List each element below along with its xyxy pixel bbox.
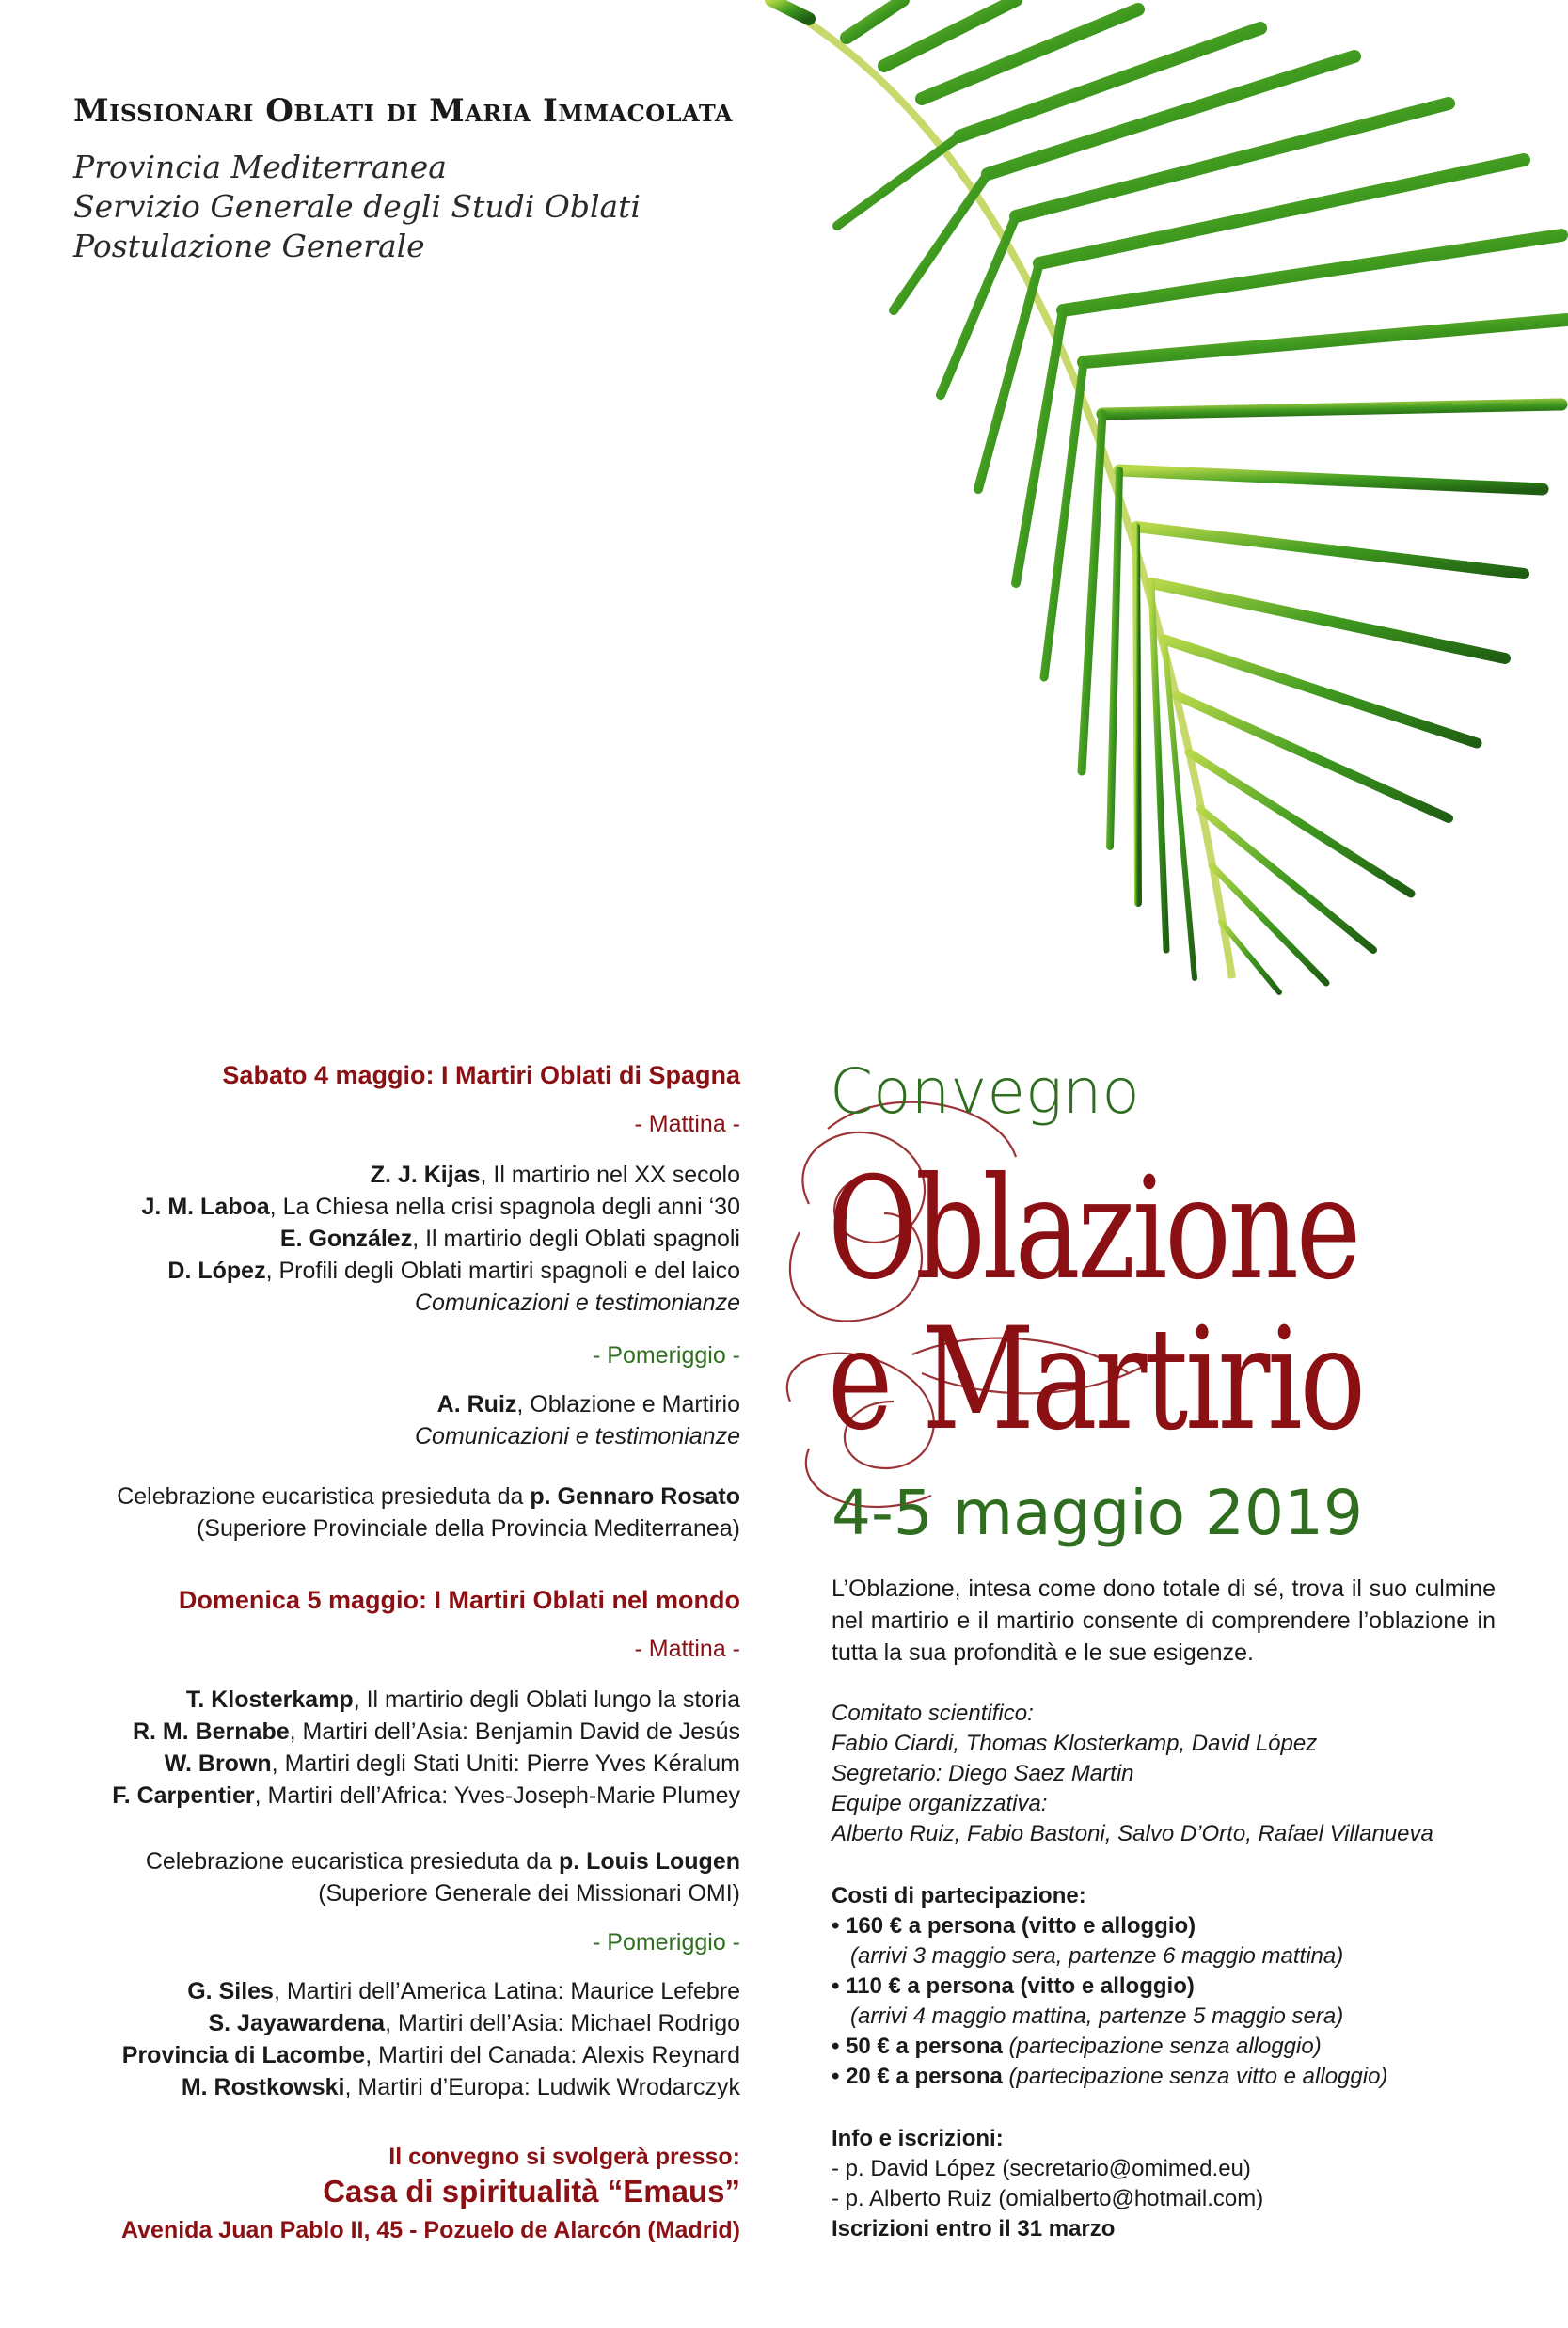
day2-morning-talk — [133, 1716, 740, 1748]
day1-title: Sabato 4 maggio: I Martiri Oblati di Spagna — [222, 1061, 740, 1089]
cost-item-price: • 160 € a persona (vitto e alloggio) — [832, 1913, 1196, 1939]
talk-topic: , Martiri del Canada: Alexis Reynard — [365, 2042, 740, 2068]
speaker: Provincia di Lacombe — [121, 2042, 366, 2068]
costs-label: Costi di partecipazione: — [832, 1883, 1086, 1908]
cost-item-price: • 50 € a persona — [832, 2034, 1009, 2059]
info-label: Info e iscrizioni: — [832, 2126, 1004, 2151]
speaker: T. Klosterkamp — [185, 1687, 354, 1713]
day1-morning-talk — [142, 1191, 740, 1223]
venue-name: Casa di spiritualità “Emaus” — [323, 2174, 740, 2209]
day1-celebrant-role: (Superiore Provinciale della Provincia Mediterranea) — [196, 1515, 740, 1542]
speaker: G. Siles — [187, 1978, 274, 2004]
cost-item — [832, 2062, 1387, 2092]
day2-celebrant-role: (Superiore Generale dei Missionari OMI) — [318, 1880, 740, 1907]
talk-topic: , Il martirio nel XX secolo — [480, 1162, 740, 1188]
day2-afternoon-talk — [122, 2039, 740, 2071]
speaker: F. Carpentier — [112, 1782, 255, 1809]
speaker: M. Rostkowski — [181, 2074, 345, 2100]
speaker: A. Ruiz — [436, 1391, 517, 1417]
venue-address: Avenida Juan Pablo II, 45 - Pozuelo de Alarcón (Madrid) — [121, 2217, 740, 2243]
cost-item-price: • 20 € a persona — [832, 2064, 1009, 2089]
title-line-1: Oblazione — [828, 1148, 1359, 1311]
day1-morning-talk — [280, 1223, 740, 1255]
cost-item-note: (partecipazione senza vitto e alloggio) — [1008, 2064, 1388, 2089]
intro-paragraph: L’Oblazione, intesa come dono totale di sé, trova il suo culmine nel martirio e il martirio consente di comprendere l’oblazione in tutta la sua profondità e le sue esigenze. — [832, 1576, 1496, 1666]
talk-topic: , La Chiesa nella crisi spagnola degli anni ‘30 — [269, 1194, 740, 1220]
day1-morning-talk — [167, 1255, 740, 1287]
title-line-2: e Martirio — [828, 1298, 1363, 1462]
talk-topic: , Martiri dell’Asia: Michael Rodrigo — [385, 2010, 740, 2036]
day2-morning-talk — [186, 1684, 740, 1716]
talk-topic: , Martiri dell’Africa: Yves-Joseph-Marie Plumey — [254, 1782, 740, 1809]
speaker: Z. J. Kijas — [370, 1162, 481, 1188]
committee-label: Comitato scientifico: — [832, 1701, 1034, 1726]
organization-name: Missionari Oblati di Maria Immacolata — [73, 92, 733, 130]
cost-item — [832, 2032, 1322, 2062]
day2-celebration — [146, 1845, 740, 1877]
cost-item-note: (partecipazione senza alloggio) — [1008, 2034, 1322, 2059]
day1-afternoon-talk — [437, 1388, 740, 1420]
day1-afternoon-communications: Comunicazioni e testimonianze — [414, 1423, 740, 1449]
day1-morning-talk — [371, 1159, 740, 1191]
talk-topic: , Martiri dell’America Latina: Maurice Lefebre — [273, 1978, 740, 2004]
registration-deadline: Iscrizioni entro il 31 marzo — [832, 2216, 1116, 2241]
talk-topic: , Oblazione e Martirio — [516, 1391, 740, 1417]
contact-line: - p. Alberto Ruiz (omialberto@hotmail.com) — [832, 2186, 1264, 2211]
speaker: D. López — [167, 1258, 266, 1284]
cost-item-note: (arrivi 4 maggio mattina, partenze 5 maggio sera) — [850, 2003, 1344, 2029]
day2-afternoon-talk — [208, 2007, 740, 2039]
day2-morning-talk — [112, 1780, 740, 1812]
day1-morning-communications: Comunicazioni e testimonianze — [414, 1290, 740, 1316]
day2-title: Domenica 5 maggio: I Martiri Oblati nel mondo — [178, 1586, 740, 1614]
day1-afternoon-label: - Pomeriggio - — [593, 1342, 740, 1369]
talk-topic: , Martiri dell’Asia: Benjamin David de Jesús — [289, 1718, 740, 1745]
event-dates: 4-5 maggio 2019 — [832, 1477, 1363, 1549]
speaker: J. M. Laboa — [141, 1194, 270, 1220]
talk-topic: , Il martirio degli Oblati spagnoli — [412, 1226, 740, 1252]
header-line-province: Provincia Mediterranea — [73, 149, 447, 185]
talk-topic: , Profili degli Oblati martiri spagnoli e del laico — [265, 1258, 740, 1284]
talk-topic: , Martiri degli Stati Uniti: Pierre Yves Kéralum — [271, 1750, 740, 1777]
day2-morning-talk — [165, 1748, 740, 1780]
day2-afternoon-talk — [187, 1975, 740, 2007]
contact-line: - p. David López (secretario@omimed.eu) — [832, 2156, 1251, 2181]
talk-topic: , Il martirio degli Oblati lungo la storia — [353, 1687, 740, 1713]
cost-item-note: (arrivi 3 maggio sera, partenze 6 maggio mattina) — [850, 1943, 1344, 1969]
committee-secretary: Segretario: Diego Saez Martin — [832, 1761, 1134, 1786]
equipe-label: Equipe organizzativa: — [832, 1791, 1048, 1816]
speaker: S. Jayawardena — [208, 2010, 386, 2036]
day2-afternoon-talk — [182, 2071, 740, 2103]
venue-intro: Il convegno si svolgerà presso: — [388, 2144, 740, 2170]
speaker: E. González — [279, 1226, 413, 1252]
speaker: W. Brown — [164, 1750, 272, 1777]
celebration-text: Celebrazione eucaristica presieduta da — [145, 1848, 559, 1875]
day1-morning-label: - Mattina - — [634, 1111, 740, 1137]
equipe-members: Alberto Ruiz, Fabio Bastoni, Salvo D’Orto, Rafael Villanueva — [832, 1821, 1433, 1846]
speaker: R. M. Bernabe — [132, 1718, 290, 1745]
celebrant-name: p. Gennaro Rosato — [530, 1483, 740, 1510]
celebration-text: Celebrazione eucaristica presieduta da — [117, 1483, 531, 1510]
day2-afternoon-label: - Pomeriggio - — [593, 1929, 740, 1956]
palm-leaf-image — [734, 0, 1568, 997]
celebrant-name: p. Louis Lougen — [558, 1848, 740, 1875]
header-line-studies: Servizio Generale degli Studi Oblati — [73, 188, 641, 225]
committee-members: Fabio Ciardi, Thomas Klosterkamp, David López — [832, 1731, 1318, 1756]
cost-item-price: • 110 € a persona (vitto e alloggio) — [832, 1973, 1195, 1999]
event-kicker: Convegno — [830, 1055, 1140, 1128]
day1-celebration — [117, 1481, 740, 1512]
header-line-postulation: Postulazione Generale — [73, 228, 425, 264]
day2-morning-label: - Mattina - — [634, 1636, 740, 1662]
talk-topic: , Martiri d’Europa: Ludwik Wrodarczyk — [344, 2074, 740, 2100]
